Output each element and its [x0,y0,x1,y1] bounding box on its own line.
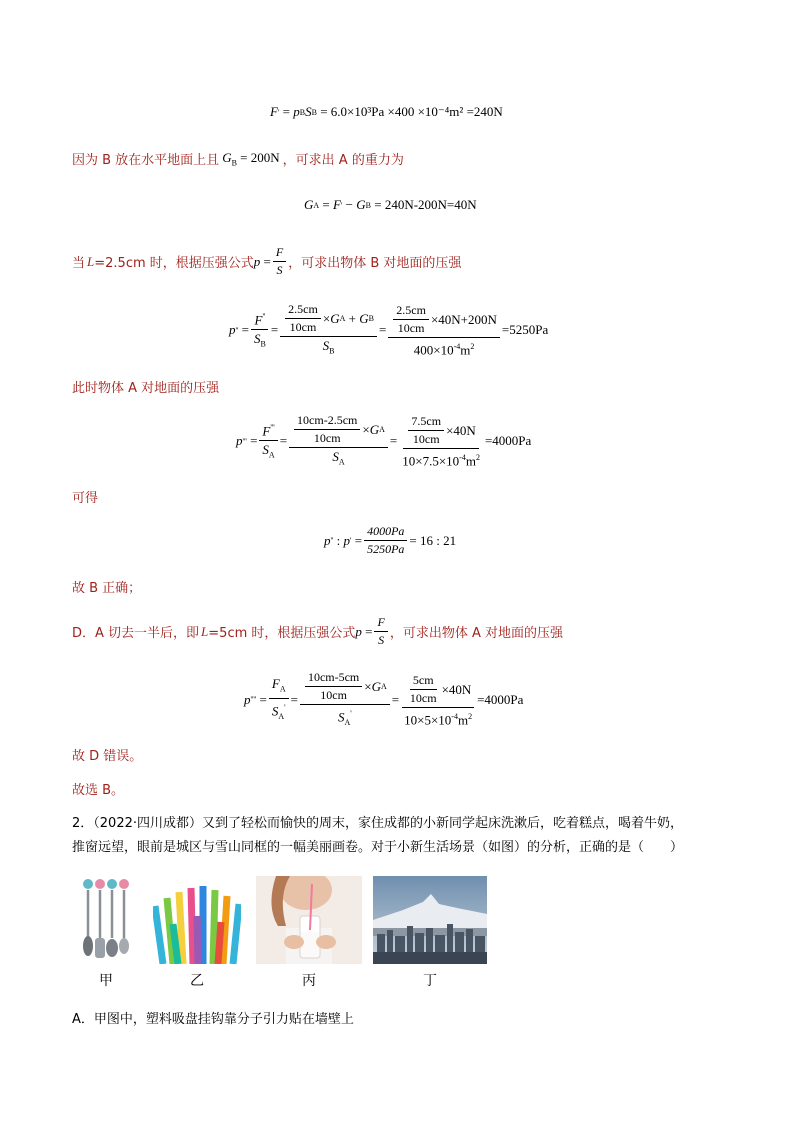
option-a: A．甲图中，塑料吸盘挂钩靠分子引力贴在墙壁上 [72,1012,354,1027]
caption-bing: 丙 [302,973,316,989]
question-2-line-1: 2．（2022·四川成都）又到了轻松而愉快的周末，家住成都的小新同学起床洗漱后，吃着糕点，喝着牛奶， [72,816,683,831]
text-pressure-b-intro: 当 L =2.5cm 时，根据压强公式 p = $\frac{F}{S}$ ，可求出物体 B 对地面的压强 [72,245,462,277]
text-gravity-intro: 因为 B 放在水平地面上且 $G_B = 200N$ ，可求出 A 的重力为 [72,149,404,168]
text-d-wrong: 故 D 错误。 [72,749,143,764]
text-answer-b: 故选 B。 [72,783,125,798]
formula-pressure-a-half: p '''' = $\frac{F_A}{S_A'}$ = $\frac{10cm-5cm}{10cm}$ × G A $S_A'$ = $\frac{5cm}{10cm}$ ×40N $10\times 5\times 10^{-4}m^2$ =4000Pa [244,670,524,728]
formula-pressure-a: p ''' = $\frac{F'''}{S_A}$ = $\frac{10cm-2.5cm}{10cm}$ × G A $S_A$ = $\frac{7.5cm}{10cm}$ ×40N $10\times 7.5\times 10^{-4}m^2$ =4000Pa [236,413,532,469]
text-thus: 可得 [72,491,99,506]
formula-pressure-b: p '' = $\frac{F''}{S_B}$ = $\frac{2.5cm}{10cm}$ × G A + G B $S_B$ = $\frac{2.5cm}{10cm}$ ×40N+200N $400\times 10^{-4}m^2$ =5250Pa [229,302,549,358]
caption-yi: 乙 [190,973,204,989]
text-pressure-a-intro: 此时物体 A 对地面的压强 [72,381,220,396]
photo-straws [153,876,241,964]
caption-ding: 丁 [423,973,437,989]
question-2-line-2: 推窗远望，眼前是城区与雪山同框的一幅美丽画卷。对于小新生活场景（如图）的分析，正确的是（ ） [72,840,684,855]
text-b-correct: 故 B 正确； [72,581,142,596]
formula-force: F ' = p B S B = 6.0×10³Pa ×400 ×10⁻⁴m² =240N [270,104,503,119]
photo-city-mountain [373,876,487,964]
text-option-d-intro: D．A 切去一半后，即 L =5cm 时，根据压强公式 p = $\frac{F}{S}$ ，可求出物体 A 对地面的压强 [72,615,563,647]
caption-jia: 甲 [99,973,113,989]
formula-gravity-a: G A = F ' − G B = 240N-200N=40N [304,197,477,212]
photo-utensils [78,876,134,964]
photo-milk [256,876,362,964]
formula-ratio: p '' : p ' = $\frac{4000Pa}{5250Pa}$ = 16 : 21 [324,524,457,556]
